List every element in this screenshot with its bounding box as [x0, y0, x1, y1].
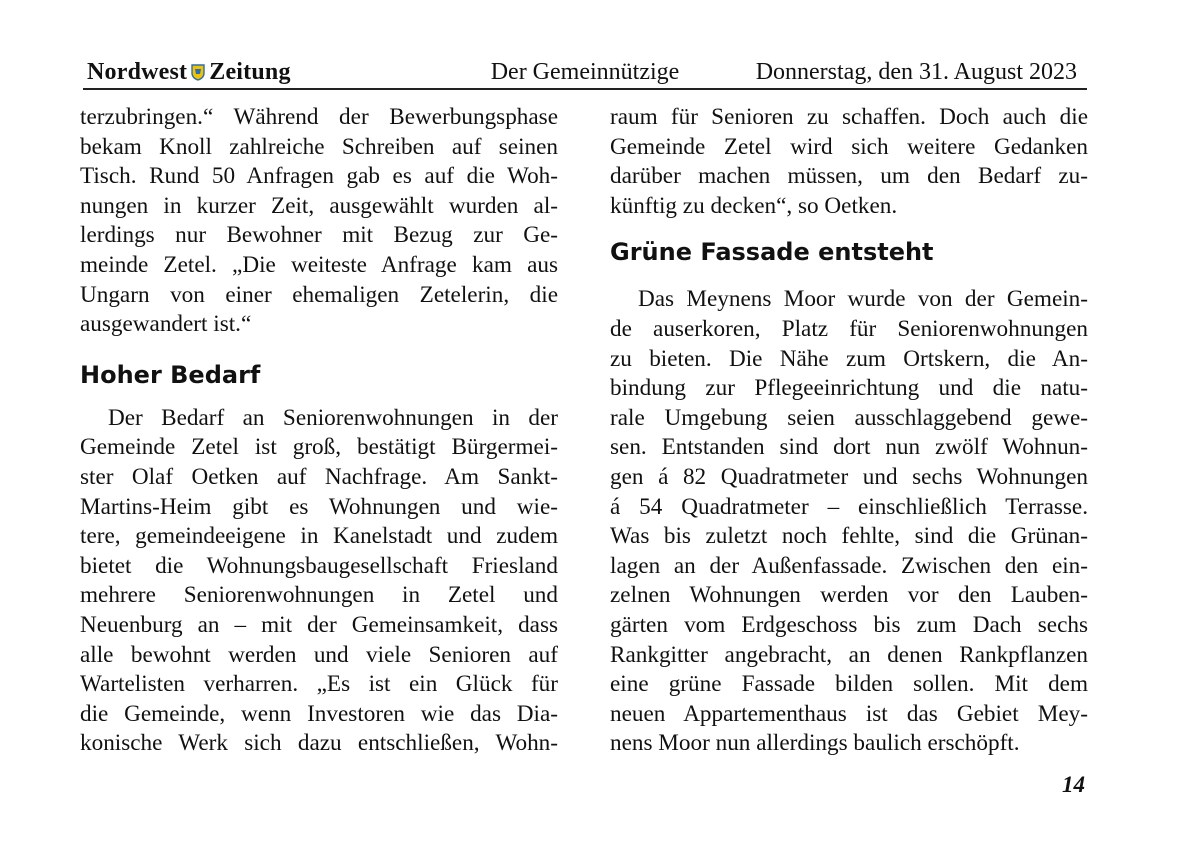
text-line: alle bewohnt werden und viele Senioren auf: [80, 641, 558, 668]
page-header: [83, 58, 1087, 90]
text-line: Der Bedarf an Seniorenwohnungen in der: [108, 404, 558, 431]
right-column: [610, 103, 1088, 759]
text-line: raum für Senioren zu schaffen. Doch auch die: [610, 104, 1088, 130]
text-line: mehrere Seniorenwohnungen in Zetel und: [80, 582, 558, 609]
text-line: zelnen Wohnungen werden vor den Lauben-: [610, 582, 1088, 609]
text-line: Gemeinde Zetel wird sich weitere Gedanken: [610, 133, 1088, 160]
text-line: künftig zu decken“, so Oetken.: [610, 192, 898, 219]
text-line: Martins-Heim gibt es Wohnungen und wie-: [80, 493, 558, 520]
left-column: [80, 103, 558, 759]
text-line: bietet die Wohnungsbaugesellschaft Friesland: [80, 552, 558, 579]
text-line: bindung zur Pflegeeinrichtung und die natu-: [610, 375, 1088, 402]
subheading-gruene-fassade: Grüne Fassade entsteht: [610, 238, 934, 267]
text-line: Wartelisten verharren. „Es ist ein Glück für: [80, 671, 558, 698]
text-line: ausgewandert ist.“: [80, 311, 252, 338]
right-paragraph-2: [610, 285, 1088, 759]
left-paragraph-2: [80, 404, 558, 759]
text-line: gen á 82 Quadratmeter und sechs Wohnungen: [610, 463, 1088, 490]
text-line: nens Moor nun allerdings baulich erschöpft.: [610, 730, 1020, 757]
masthead-right-word: Zeitung: [209, 59, 291, 85]
text-line: Neuenburg an – mit der Gemeinsamkeit, dass: [80, 611, 558, 638]
text-line: zu bieten. Die Nähe zum Ortskern, die An-: [610, 345, 1088, 372]
text-line: Tisch. Rund 50 Anfragen gab es auf die Woh-: [80, 163, 558, 190]
text-line: Was bis zuletzt noch fehlte, sind die Grünan-: [610, 523, 1088, 550]
text-line: de auserkoren, Platz für Seniorenwohnungen: [610, 315, 1088, 342]
text-line: lagen an der Außenfassade. Zwischen den ein-: [610, 552, 1088, 579]
text-line: bekam Knoll zahlreiche Schreiben auf seinen: [80, 133, 558, 160]
text-line: á 54 Quadratmeter – einschließlich Terrasse.: [610, 493, 1088, 520]
text-line: meinde Zetel. „Die weiteste Anfrage kam aus: [80, 251, 558, 278]
masthead-left-word: Nordwest: [87, 59, 188, 85]
text-line: die Gemeinde, wenn Investoren wie das Dia-: [80, 700, 558, 727]
text-line: tere, gemeindeeigene in Kanelstadt und zudem: [80, 523, 558, 550]
text-line: darüber machen müssen, um den Bedarf zu-: [610, 163, 1088, 190]
subheading-hoher-bedarf: Hoher Bedarf: [80, 360, 261, 389]
issue-date: Donnerstag, den 31. August 2023: [755, 59, 1077, 85]
text-line: Ungarn von einer ehemaligen Zetelerin, die: [80, 281, 558, 308]
text-line: Das Meynens Moor wurde von der Gemein-: [638, 286, 1088, 313]
text-line: lerdings nur Bewohner mit Bezug zur Ge-: [80, 222, 558, 249]
right-paragraph-1: [610, 103, 1088, 221]
text-line: Rankgitter angebracht, an denen Rankpflanzen: [610, 641, 1088, 668]
text-line: ster Olaf Oetken auf Nachfrage. Am Sankt-: [80, 463, 558, 490]
text-line: terzubringen.“ Während der Bewerbungsphase: [80, 104, 558, 130]
text-line: konische Werk sich dazu entschließen, Wohn-: [80, 730, 558, 757]
text-line: Gemeinde Zetel ist groß, bestätigt Bürgermei-: [80, 434, 558, 461]
left-paragraph-1: [80, 103, 558, 340]
section-name: Der Gemeinnützige: [490, 59, 680, 85]
text-line: eine grüne Fassade bilden sollen. Mit dem: [610, 671, 1088, 698]
text-line: neuen Appartementhaus ist das Gebiet Mey-: [610, 700, 1088, 727]
text-line: gärten vom Erdgeschoss bis zum Dach sechs: [610, 611, 1088, 638]
text-line: rale Umgebung seien ausschlaggebend gewe-: [610, 404, 1088, 431]
text-line: sen. Entstanden sind dort nun zwölf Wohnun-: [610, 434, 1088, 461]
page-number: 14: [1062, 772, 1085, 797]
text-line: nungen in kurzer Zeit, ausgewählt wurden al-: [80, 192, 558, 219]
